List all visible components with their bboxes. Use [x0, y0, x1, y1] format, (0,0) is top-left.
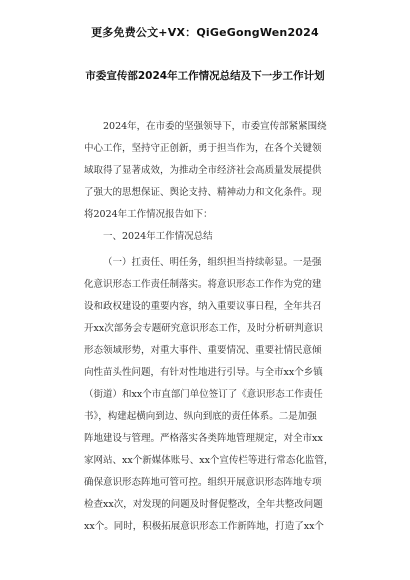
section-line: 确保意识形态阵地可管可控。组织开展意识形态阵地专项: [84, 477, 322, 488]
section-heading-text: 一、2024年工作情况总结: [103, 231, 213, 242]
intro-line: 中心工作，坚持守正创新，勇于担当作为，在各个关键领: [84, 143, 322, 154]
section-line: （一）扛责任、明任务，组织担当持续彰显。一是强: [103, 257, 322, 268]
section-line: 向性苗头性问题，有针对性地进行引导。与全市xx个乡镇: [84, 367, 323, 378]
section-line: 化意识形态工作责任制落实。将意识形态工作作为党的建: [84, 279, 322, 290]
intro-paragraph: [84, 116, 374, 226]
section-line: 开xx次部务会专题研究意识形态工作，及时分析研判意识: [84, 323, 323, 334]
section-line: 设和政权建设的重要内容，纳入重要议事日程，全年共召: [84, 301, 322, 312]
promo-banner: 更多免费公文+VX：QiGeGongWen2024: [91, 26, 319, 39]
document-title: 市委宣传部2024年工作情况总结及下一步工作计划: [85, 70, 325, 82]
section-line: xx个。同时，积极拓展意识形态工作新阵地，打造了xx个: [84, 521, 324, 532]
intro-line: 了强大的思想保证、舆论支持、精神动力和文化条件。现: [84, 187, 322, 198]
intro-line: 2024年，在市委的坚强领导下，市委宣传部紧紧围绕: [103, 121, 327, 132]
section-line: 形态领域形势，对重大事件、重要情况、重要社情民意倾: [84, 345, 322, 356]
section-line: （街道）和xx个市直部门单位签订了《意识形态工作责任: [84, 389, 323, 400]
section-line: 书》，构建起横向到边、纵向到底的责任体系。二是加强: [84, 411, 317, 422]
section-line: 阵地建设与管理。严格落实各类阵地管理规定，对全市xx: [84, 433, 323, 444]
intro-line: 域取得了显著成效，为推动全市经济社会高质量发展提供: [84, 165, 322, 176]
section-line: 家网站、xx个新媒体账号、xx个宣传栏等进行常态化监管，: [84, 455, 334, 466]
intro-line: 将2024年工作情况报告如下：: [84, 209, 213, 220]
section-line: 检查xx次，对发现的问题及时督促整改，全年共整改问题: [84, 499, 323, 510]
section-heading: [84, 226, 374, 248]
section-paragraph: [84, 252, 374, 538]
